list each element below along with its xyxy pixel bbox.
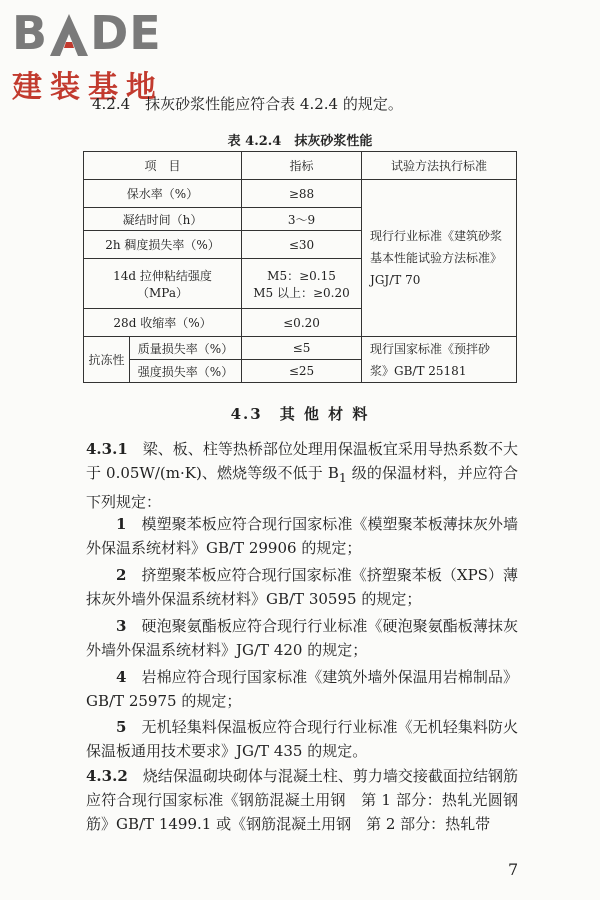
list-item bbox=[86, 715, 518, 763]
list-item-text: 挤塑聚苯板应符合现行国家标准《挤塑聚苯板（XPS）薄抹灰外墙外保温系统材料》GB/T 30595 的规定； bbox=[86, 566, 518, 608]
table-title: 表 4.2.4 抹灰砂浆性能 bbox=[227, 134, 373, 149]
row-value-line2: M5 以上：≥0.20 bbox=[253, 285, 350, 300]
row-item-line2: （MPa） bbox=[137, 285, 188, 300]
row-item: 28d 收缩率（%） bbox=[84, 309, 242, 337]
logo-subtitle: 建装基地 bbox=[12, 70, 164, 105]
list-item-text: 岩棉应符合现行国家标准《建筑外墙外保温用岩棉制品》GB/T 25975 的规定； bbox=[86, 668, 518, 710]
list-item bbox=[86, 563, 518, 611]
list-item-number: 1 bbox=[116, 515, 127, 533]
row-item: 保水率（%） bbox=[84, 180, 242, 208]
row-item: 2h 稠度损失率（%） bbox=[84, 231, 242, 259]
table-row bbox=[84, 337, 517, 360]
row-value bbox=[242, 259, 362, 309]
table-row bbox=[84, 180, 517, 208]
list-item bbox=[86, 665, 518, 713]
logo-wordmark bbox=[12, 6, 164, 60]
row-value-line1: M5：≥0.15 bbox=[267, 268, 336, 283]
row-value: ≥88 bbox=[242, 180, 362, 208]
page-number: 7 bbox=[508, 860, 519, 879]
section-heading-4-3: 4.3 其 他 材 料 bbox=[230, 405, 370, 423]
clause-text: 烧结保温砌块砌体与混凝土柱、剪力墙交接截面拉结钢筋应符合现行国家标准《钢筋混凝土用钢 第 1 部分：热轧光圆钢筋》GB/T 1499.1 或《钢筋混凝土用钢 第 2 部分：热轧带 bbox=[86, 767, 518, 833]
clause-subscript: 1 bbox=[338, 470, 347, 485]
row-value: ≤0.20 bbox=[242, 309, 362, 337]
header-standard: 试验方法执行标准 bbox=[362, 152, 517, 180]
logo-letters-de: DE bbox=[90, 6, 162, 60]
table-header-row bbox=[84, 152, 517, 180]
clause-4-3-1 bbox=[86, 437, 518, 514]
clause-4-2-4-intro: 4.2.4 抹灰砂浆性能应符合表 4.2.4 的规定。 bbox=[92, 95, 403, 113]
list-item-text: 模塑聚苯板应符合现行国家标准《模塑聚苯板薄抹灰外墙外保温系统材料》GB/T 29906 的规定； bbox=[86, 515, 518, 557]
list-item-text: 无机轻集料保温板应符合现行行业标准《无机轻集料防火保温板通用技术要求》JG/T 435 的规定。 bbox=[86, 718, 518, 760]
row-item-line1: 14d 拉伸粘结强度 bbox=[113, 268, 212, 283]
row-item: 强度损失率（%） bbox=[130, 360, 242, 383]
row-value: ≤30 bbox=[242, 231, 362, 259]
row-value: 3～9 bbox=[242, 208, 362, 231]
list-item-text: 硬泡聚氨酯板应符合现行行业标准《硬泡聚氨酯板薄抹灰外墙外保温系统材料》JG/T 420 的规定； bbox=[86, 617, 518, 659]
clause-4-3-2 bbox=[86, 764, 518, 836]
row-item: 凝结时间（h） bbox=[84, 208, 242, 231]
clause-number: 4.3.1 bbox=[86, 440, 128, 458]
standard-gb-t25181: 现行国家标准《预拌砂浆》GB/T 25181 bbox=[362, 337, 517, 383]
clause-text-a: 梁、板、柱等热桥部位处理用保温板宜采用导热系数不大于 0.05W/(m·K)、燃烧等级不低于 B bbox=[86, 440, 518, 482]
mortar-performance-table bbox=[83, 151, 517, 383]
logo bbox=[12, 6, 164, 106]
row-value: ≤25 bbox=[242, 360, 362, 383]
row-item bbox=[84, 259, 242, 309]
clause-number: 4.3.2 bbox=[86, 767, 128, 785]
header-item: 项 目 bbox=[84, 152, 242, 180]
row-value: ≤5 bbox=[242, 337, 362, 360]
row-group-frost: 抗冻性 bbox=[84, 337, 130, 383]
list-item-number: 5 bbox=[116, 718, 127, 736]
list-item-number: 3 bbox=[116, 617, 127, 635]
logo-a-icon bbox=[50, 14, 88, 56]
list-item bbox=[86, 614, 518, 662]
row-item: 质量损失率（%） bbox=[130, 337, 242, 360]
list-item-number: 4 bbox=[116, 668, 127, 686]
header-value: 指标 bbox=[242, 152, 362, 180]
logo-letter-b: B bbox=[12, 6, 49, 60]
standard-jgj-t70: 现行行业标准《建筑砂浆基本性能试验方法标准》JGJ/T 70 bbox=[362, 180, 517, 337]
clause-text-b: 级的保温材料，并应符合下列规定： bbox=[86, 464, 518, 511]
list-item bbox=[86, 512, 518, 560]
list-item-number: 2 bbox=[116, 566, 127, 584]
